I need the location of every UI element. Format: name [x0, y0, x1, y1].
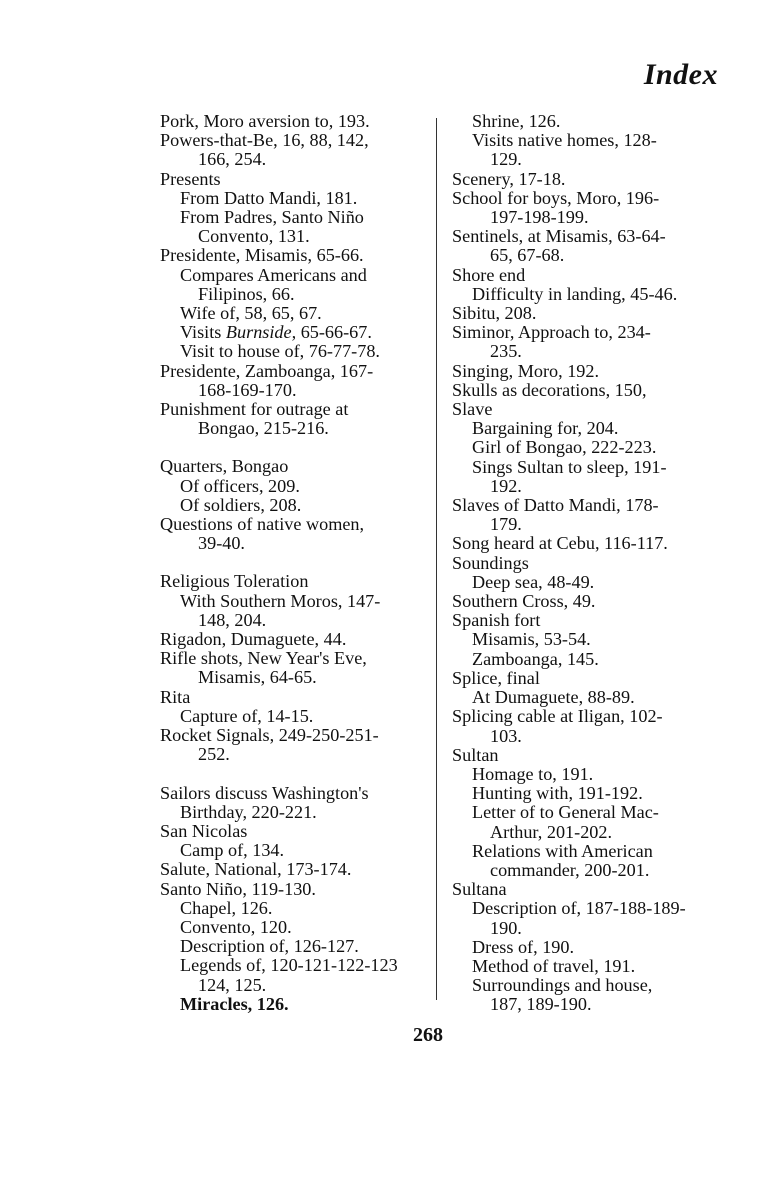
index-entry-continuation: Convento, 131. [198, 226, 310, 247]
index-subentry: Convento, 120. [180, 916, 292, 937]
index-entry-continuation: 190. [490, 917, 522, 938]
index-entry-continuation: 148, 204. [198, 609, 267, 630]
index-entry-continuation: 129. [490, 149, 522, 170]
index-entry: Sentinels, at Misamis, 63-64- [452, 226, 666, 247]
index-entry: Splice, final [452, 667, 540, 688]
index-entry: Religious Toleration [160, 571, 309, 592]
index-subentry: Girl of Bongao, 222-223. [472, 437, 657, 458]
index-subentry: Chapel, 126. [180, 897, 273, 918]
index-entry: Southern Cross, 49. [452, 591, 596, 612]
index-subentry: With Southern Moros, 147- [180, 590, 381, 611]
index-entry-continuation: 65, 67-68. [490, 245, 565, 266]
index-entry-continuation: commander, 200-201. [490, 859, 650, 880]
index-entry: Sibitu, 208. [452, 303, 537, 324]
index-entry: Rifle shots, New Year's Eve, [160, 648, 367, 669]
index-entry-continuation: 192. [490, 475, 522, 496]
index-entry-continuation: Filipinos, 66. [198, 283, 295, 304]
index-entry: Sultan [452, 744, 499, 765]
index-entry-continuation: 252. [198, 744, 230, 765]
index-entry: Questions of native women, [160, 514, 365, 535]
index-subentry: Miracles, 126. [180, 993, 289, 1014]
index-subentry: Misamis, 53-54. [472, 629, 591, 650]
index-subentry: At Dumaguete, 88-89. [472, 687, 635, 708]
index-subentry: Sings Sultan to sleep, 191- [472, 456, 667, 477]
index-subentry: Description of, 187-188-189- [472, 898, 686, 919]
index-entry: Splicing cable at Iligan, 102- [452, 706, 663, 727]
index-subentry: Deep sea, 48-49. [472, 571, 595, 592]
index-subentry: Of soldiers, 208. [180, 494, 302, 515]
index-entry: School for boys, Moro, 196- [452, 187, 660, 208]
index-entry-continuation: Arthur, 201-202. [490, 821, 613, 842]
index-entry-continuation: 168-169-170. [198, 379, 297, 400]
index-entry-continuation: 235. [490, 341, 522, 362]
index-entry-continuation: 197-198-199. [490, 207, 589, 228]
index-entry: Rocket Signals, 249-250-251- [160, 725, 379, 746]
index-entry-continuation: 103. [490, 725, 522, 746]
index-column-left [160, 112, 426, 1014]
index-subentry: Relations with American [472, 840, 653, 861]
index-subentry: From Padres, Santo Niño [180, 207, 364, 228]
index-entry-continuation: 166, 254. [198, 149, 267, 170]
index-entry: Presents [160, 168, 221, 189]
index-entry: Sultana [452, 879, 507, 900]
index-entry: San Nicolas [160, 820, 248, 841]
index-subentry: Legends of, 120-121-122-123 [180, 955, 398, 976]
ship-name: Burnside, [225, 322, 297, 343]
index-subentry: Method of travel, 191. [472, 955, 636, 976]
index-subentry: Difficulty in landing, 45-46. [472, 283, 678, 304]
index-entry: Santo Niño, 119-130. [160, 878, 316, 899]
index-entry: Scenery, 17-18. [452, 168, 566, 189]
index-subentry: Camp of, 134. [180, 840, 285, 861]
index-entry: Presidente, Misamis, 65-66. [160, 245, 364, 266]
index-entry: Slaves of Datto Mandi, 178- [452, 495, 659, 516]
index-subentry [160, 323, 426, 342]
index-entry: Presidente, Zamboanga, 167- [160, 360, 374, 381]
index-entry-continuation: Misamis, 64-65. [198, 667, 317, 688]
index-entry: Rita [160, 686, 191, 707]
index-subentry: Visit to house of, 76-77-78. [180, 341, 380, 362]
index-entry: Salute, National, 173-174. [160, 859, 352, 880]
index-entry: Sailors discuss Washington's [160, 782, 369, 803]
index-entry: Shore end [452, 264, 526, 285]
index-subentry: Compares Americans and [180, 264, 367, 285]
index-entry: Siminor, Approach to, 234- [452, 322, 651, 343]
index-entry: Singing, Moro, 192. [452, 360, 600, 381]
index-column-right [452, 112, 714, 1015]
index-text: Visits [180, 322, 226, 343]
index-entry: Powers-that-Be, 16, 88, 142, [160, 130, 369, 151]
index-subentry: Letter of to General Mac- [472, 802, 659, 823]
running-header: Index [643, 58, 718, 91]
index-entry: Song heard at Cebu, 116-117. [452, 533, 668, 554]
index-entry: Punishment for outrage at [160, 399, 349, 420]
index-subentry: Zamboanga, 145. [472, 648, 599, 669]
index-entry: Pork, Moro aversion to, 193. [160, 111, 370, 131]
index-entry-continuation: 39-40. [198, 533, 245, 554]
index-subentry: Dress of, 190. [472, 936, 575, 957]
index-subentry: Of officers, 209. [180, 475, 300, 496]
index-subentry: Capture of, 14-15. [180, 705, 314, 726]
index-subentry: Visits native homes, 128- [472, 130, 657, 151]
index-subentry: Homage to, 191. [472, 763, 594, 784]
index-entry: Rigadon, Dumaguete, 44. [160, 629, 347, 650]
index-entry: Skulls as decorations, 150, [452, 379, 647, 400]
index-subentry: Wife of, 58, 65, 67. [180, 303, 322, 324]
column-divider [436, 118, 437, 1000]
index-entry: Soundings [452, 552, 529, 573]
index-entry: Slave [452, 399, 493, 420]
index-entry-continuation: Bongao, 215-216. [198, 418, 329, 439]
index-subentry: Hunting with, 191-192. [472, 783, 643, 804]
index-text: 65-66-67. [296, 322, 372, 343]
index-subentry: Shrine, 126. [472, 111, 561, 131]
index-subentry: Surroundings and house, [472, 975, 653, 996]
index-subentry: Bargaining for, 204. [472, 418, 619, 439]
index-entry-continuation: 124, 125. [198, 974, 267, 995]
index-subentry: Description of, 126-127. [180, 936, 359, 957]
index-entry-continuation: 179. [490, 514, 522, 535]
index-entry-continuation: 187, 189-190. [490, 994, 592, 1015]
page-number: 268 [413, 1024, 443, 1046]
index-entry: Spanish fort [452, 610, 541, 631]
index-entry-continuation: Birthday, 220-221. [180, 801, 317, 822]
index-entry: Quarters, Bongao [160, 456, 289, 477]
index-subentry: From Datto Mandi, 181. [180, 187, 358, 208]
